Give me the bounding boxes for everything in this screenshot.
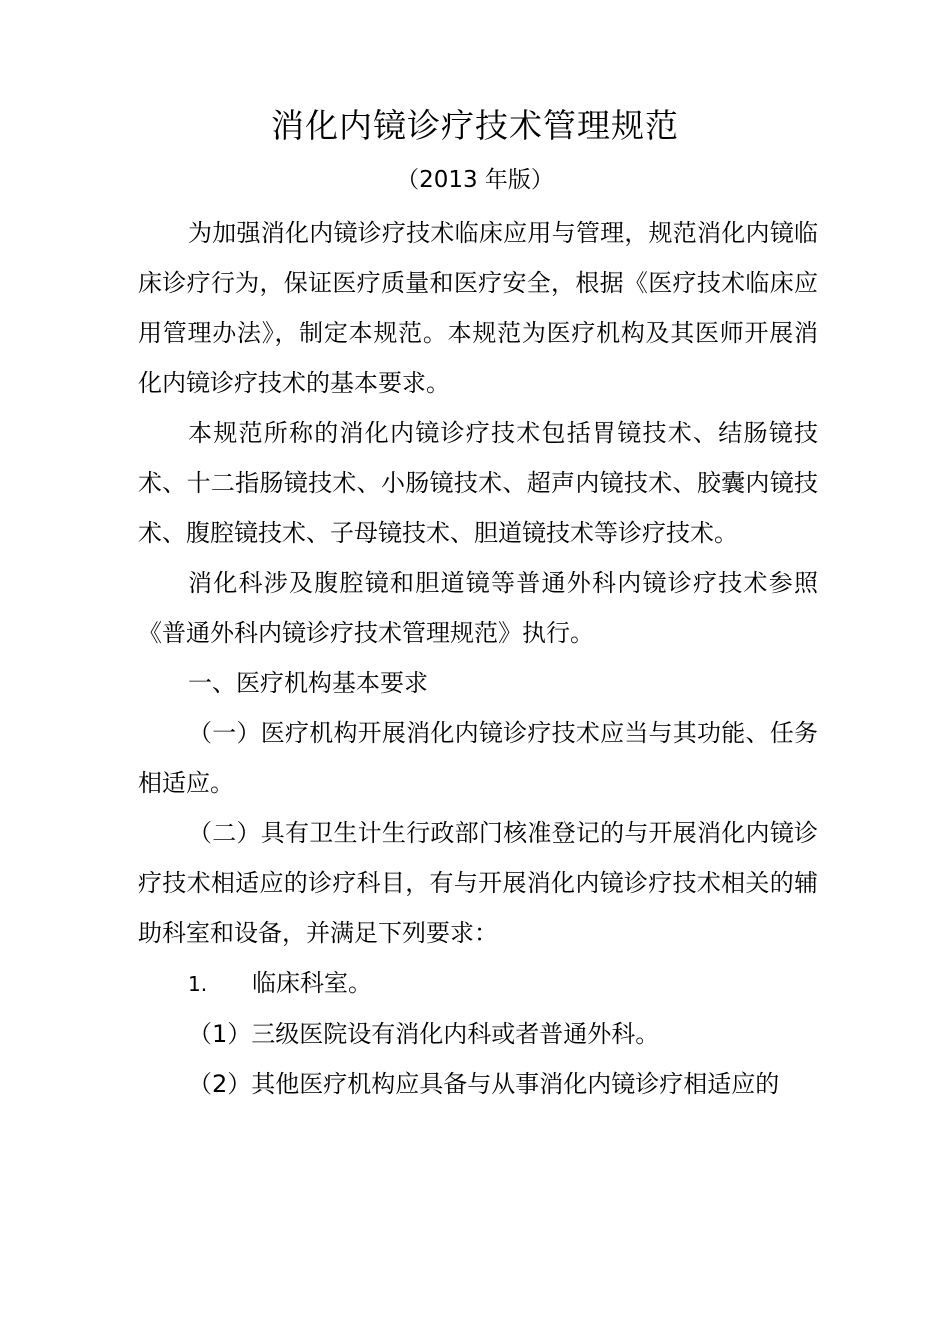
document-title: 消化内镜诊疗技术管理规范 [271,106,679,145]
list-item-1 [138,958,818,1009]
subitem-2: （2）其他医疗机构应具备与从事消化内镜诊疗相适应的 [188,1070,780,1098]
subitem-1: （1）三级医院设有消化内科或者普通外科。 [188,1020,660,1048]
list-item-number: 1. [188,972,208,996]
clause-1: （一）医疗机构开展消化内镜诊疗技术应当与其功能、任务相适应。 [138,719,818,797]
paragraph-reference: 消化科涉及腹腔镜和胆道镜等普通外科内镜诊疗技术参照《普通外科内镜诊疗技术管理规范》执行。 [138,569,818,647]
document-body [138,208,818,1109]
document-subtitle: （2013 年版） [396,167,554,193]
paragraph-scope: 本规范所称的消化内镜诊疗技术包括胃镜技术、结肠镜技术、十二指肠镜技术、小肠镜技术、超声内镜技术、胶囊内镜技术、腹腔镜技术、子母镜技术、胆道镜技术等诊疗技术。 [138,419,818,547]
clause-2: （二）具有卫生计生行政部门核准登记的与开展消化内镜诊疗技术相适应的诊疗科目，有与开展消化内镜诊疗技术相关的辅助科室和设备，并满足下列要求： [138,819,818,947]
section-heading-1: 一、医疗机构基本要求 [188,669,428,697]
paragraph-intro: 为加强消化内镜诊疗技术临床应用与管理，规范消化内镜临床诊疗行为，保证医疗质量和医疗安全，根据《医疗技术临床应用管理办法》，制定本规范。本规范为医疗机构及其医师开展消化内镜诊疗技术的基本要求。 [138,219,818,397]
list-item-text: 临床科室。 [252,969,372,997]
